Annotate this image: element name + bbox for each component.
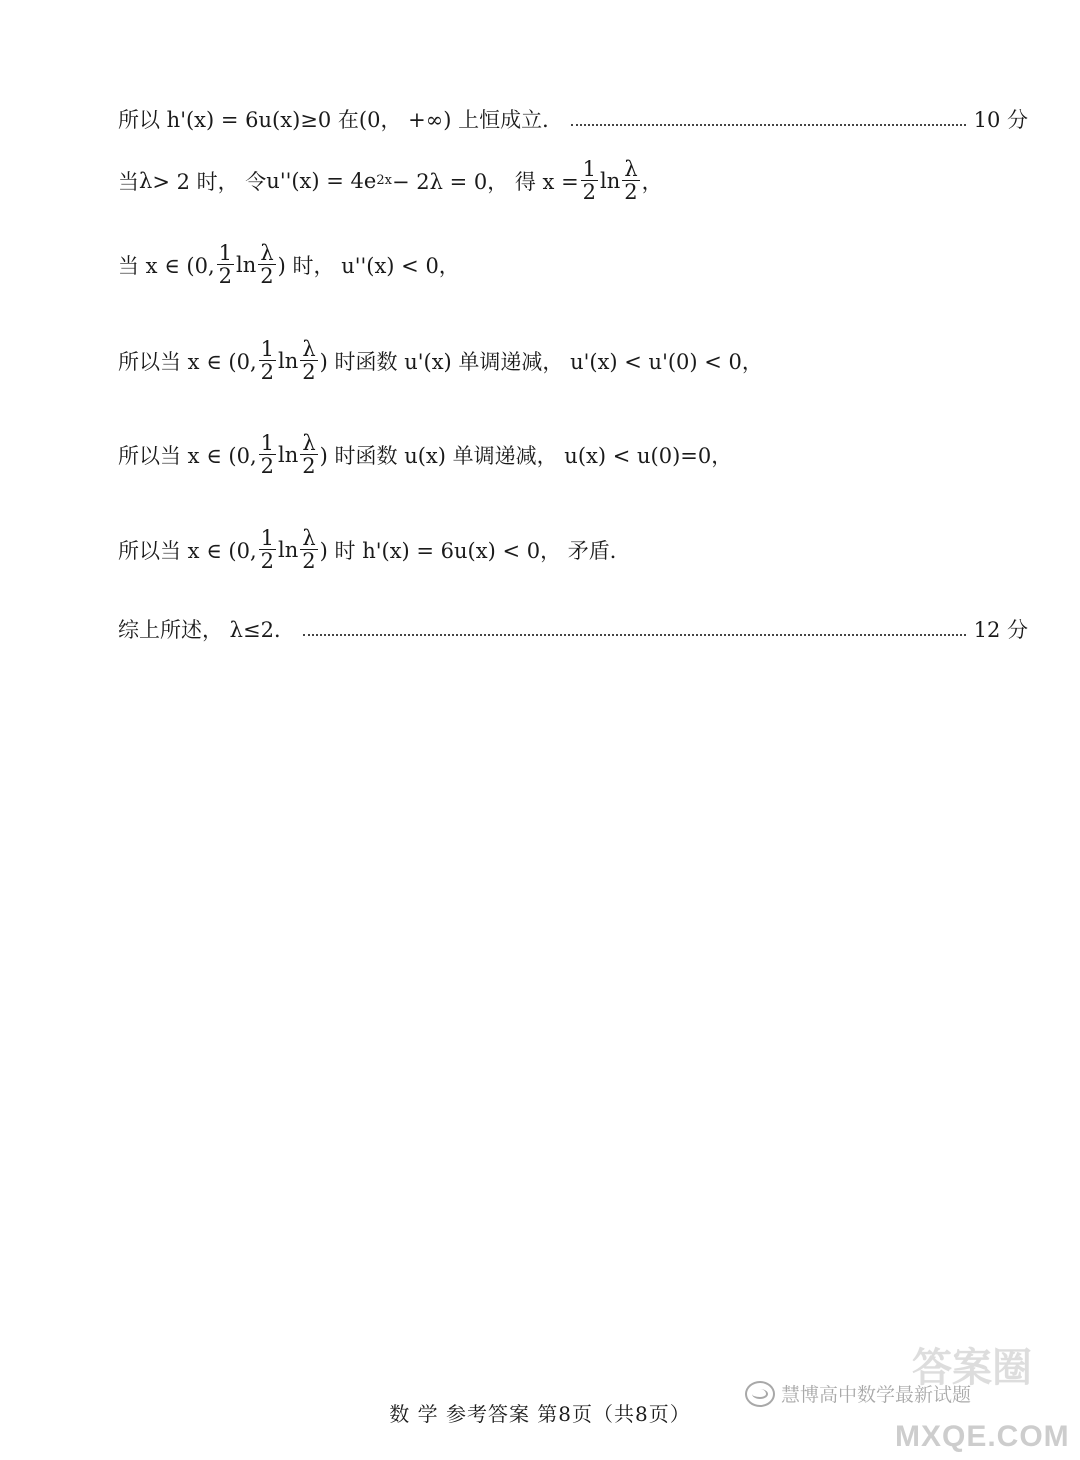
solution-line-1 bbox=[118, 104, 1028, 134]
denominator: 2 bbox=[624, 180, 638, 205]
line-text: > 2 时， 令 bbox=[152, 169, 267, 194]
denominator: 2 bbox=[302, 454, 316, 479]
line-text: 所以当 x ∈ (0, bbox=[118, 443, 257, 468]
ln-label: ln bbox=[600, 168, 621, 193]
exponent: 2x bbox=[376, 173, 392, 189]
page-footer: 数 学 参考答案 第8页（共8页） bbox=[389, 1402, 691, 1426]
solution-line-6 bbox=[118, 527, 1028, 572]
line-text: ) 时函数 u'(x) 单调递减， u'(x) < u'(0) < 0， bbox=[319, 349, 763, 374]
numerator: λ bbox=[302, 337, 316, 361]
numerator: 1 bbox=[260, 526, 275, 550]
solution-line-7 bbox=[118, 614, 1028, 644]
denominator: 2 bbox=[218, 264, 233, 289]
numerator: λ bbox=[302, 431, 316, 455]
ln-label: ln bbox=[236, 252, 257, 277]
fraction-half bbox=[259, 338, 276, 383]
numerator: 1 bbox=[260, 337, 275, 361]
leader-dots bbox=[303, 634, 966, 636]
lambda-symbol: λ bbox=[139, 168, 153, 193]
fraction-lambda-half bbox=[622, 158, 639, 203]
ln-label: ln bbox=[278, 442, 299, 467]
denominator: 2 bbox=[302, 549, 316, 574]
line-text: ) 时 h'(x) = 6u(x) < 0， 矛盾． bbox=[319, 538, 631, 563]
fraction-half bbox=[217, 242, 234, 287]
numerator: 1 bbox=[260, 431, 275, 455]
score-points: 10 分 bbox=[973, 108, 1028, 132]
solution-line-2 bbox=[118, 158, 1028, 203]
numerator: λ bbox=[624, 157, 638, 181]
fraction-half bbox=[259, 432, 276, 477]
numerator: 1 bbox=[218, 241, 233, 265]
denominator: 2 bbox=[302, 360, 316, 385]
watermark-account-name: 慧博高中数学最新试题 bbox=[781, 1385, 972, 1406]
solution-line-5 bbox=[118, 432, 1028, 477]
denominator: 2 bbox=[582, 180, 597, 205]
line-text: 所以 h'(x) = 6u(x)≥0 在(0， +∞) 上恒成立． bbox=[118, 108, 564, 132]
fraction-lambda-half bbox=[258, 242, 275, 287]
denominator: 2 bbox=[260, 454, 275, 479]
fraction-lambda-half bbox=[300, 527, 317, 572]
line-text: ， bbox=[641, 169, 663, 194]
fraction-lambda-half bbox=[300, 432, 317, 477]
line-text: 所以当 x ∈ (0, bbox=[118, 538, 257, 563]
watermark-site: MXQE.COM bbox=[895, 1420, 1070, 1453]
numerator: λ bbox=[302, 526, 316, 550]
fraction-lambda-half bbox=[300, 338, 317, 383]
line-text: 所以当 x ∈ (0, bbox=[118, 349, 257, 374]
fraction-half bbox=[259, 527, 276, 572]
denominator: 2 bbox=[260, 264, 274, 289]
denominator: 2 bbox=[260, 360, 275, 385]
second-derivative-expr: u''(x) = 4e bbox=[266, 168, 377, 193]
fraction-half bbox=[581, 158, 598, 203]
line-text: − 2λ = 0， 得 x = bbox=[391, 169, 579, 194]
denominator: 2 bbox=[260, 549, 275, 574]
line-text: ) 时， u''(x) < 0， bbox=[277, 253, 460, 278]
numerator: 1 bbox=[582, 157, 597, 181]
numerator: λ bbox=[260, 241, 274, 265]
ln-label: ln bbox=[278, 348, 299, 373]
line-text: 综上所述， λ≤2． bbox=[118, 618, 295, 642]
wechat-icon bbox=[745, 1381, 775, 1407]
line-text: 当 bbox=[118, 169, 139, 194]
line-text: 当 x ∈ (0, bbox=[118, 253, 215, 278]
watermark-account bbox=[745, 1380, 971, 1407]
score-points: 12 分 bbox=[973, 618, 1028, 642]
solution-line-3 bbox=[118, 242, 1028, 287]
line-text: ) 时函数 u(x) 单调递减， u(x) < u(0)=0， bbox=[319, 443, 733, 468]
leader-dots bbox=[571, 124, 966, 126]
watermark-logo: 答案圈 bbox=[912, 1346, 1032, 1390]
solution-line-4 bbox=[118, 338, 1028, 383]
ln-label: ln bbox=[278, 537, 299, 562]
